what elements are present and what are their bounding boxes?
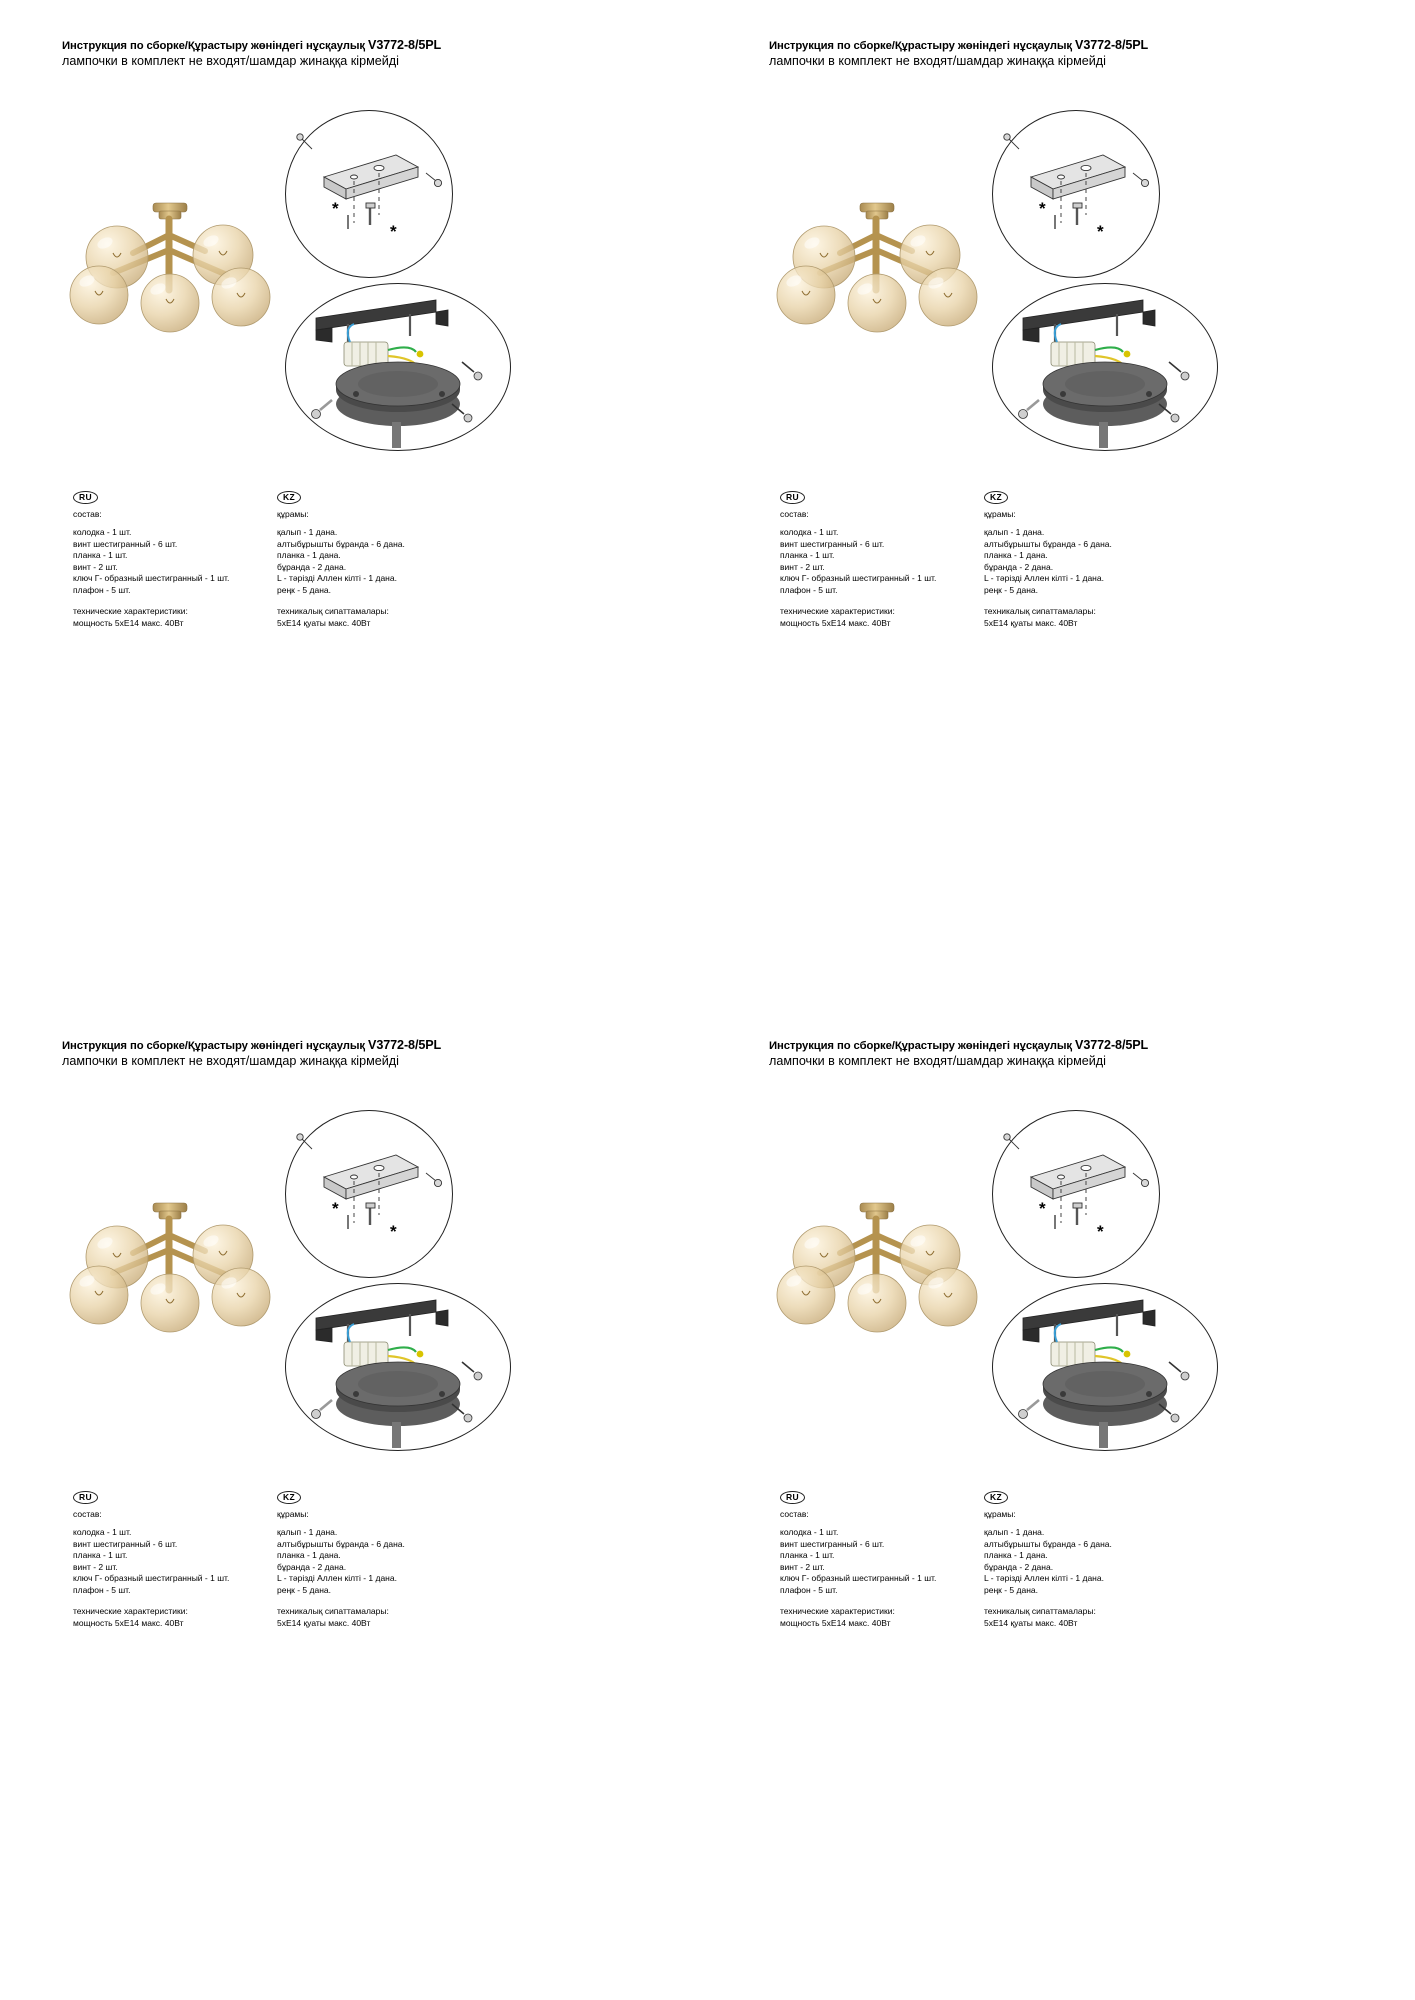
spec-column-kz (277, 1487, 507, 1629)
header-title-line (62, 1038, 482, 1052)
ru-tech-value: мощность 5хЕ14 макс. 40Вт (780, 1617, 891, 1628)
ru-tech-value: мощность 5хЕ14 макс. 40Вт (780, 617, 891, 628)
spec-column-ru (780, 487, 980, 629)
kz-tech-block (277, 1606, 507, 1629)
list-item: планка - 1 дана. (984, 550, 1048, 560)
list-item: планка - 1 шт. (73, 550, 128, 560)
list-item: винт - 2 шт. (780, 561, 825, 572)
figure-bracket (285, 110, 453, 278)
instruction-sheet (0, 1000, 707, 2000)
list-item: колодка - 1 шт. (780, 1527, 839, 1537)
kz-section-label: құрамы: (277, 1509, 309, 1519)
kz-tech-value: 5хЕ14 қуаты макс. 40Вт (277, 617, 371, 628)
ru-parts-list (780, 1527, 980, 1596)
list-item: колодка - 1 шт. (73, 527, 132, 537)
language-badge-kz: KZ (984, 1491, 1008, 1504)
list-item: қалып - 1 дана. (984, 527, 1045, 537)
ru-section-label: состав: (780, 509, 809, 519)
kz-parts-list (277, 527, 507, 596)
sheet-header (769, 38, 1189, 68)
list-item: L - тәрізді Аллен кілті - 1 дана. (984, 573, 1104, 583)
header-title-line (769, 38, 1189, 52)
asterisk-marker: * (1039, 1199, 1046, 1218)
list-item: қалып - 1 дана. (984, 1527, 1045, 1537)
header-subtitle: лампочки в комплект не входят/шамдар жинаққа кірмейді (62, 1054, 399, 1068)
header-title-prefix: Инструкция по сборке/Құрастыру жөніндегі нұсқаулық (769, 1040, 1072, 1052)
ru-tech-block (73, 1606, 273, 1629)
ru-tech-block (73, 606, 273, 629)
kz-section-label: құрамы: (277, 509, 309, 519)
figure-wiring (992, 1283, 1218, 1451)
list-item: қалып - 1 дана. (277, 1527, 338, 1537)
asterisk-marker: * (1039, 199, 1046, 218)
lamp-illustration (762, 1195, 992, 1335)
header-model-code: V3772-8/5PL (1075, 38, 1149, 52)
kz-section-label: құрамы: (984, 1509, 1016, 1519)
ru-tech-block (780, 1606, 980, 1629)
list-item: винт - 2 шт. (73, 561, 118, 572)
kz-parts-list (984, 1527, 1214, 1596)
list-item: бұранда - 2 дана. (277, 1561, 347, 1572)
kz-tech-title: техникалық сипаттамалары: (984, 606, 1096, 616)
list-item: реңк - 5 дана. (984, 1584, 1038, 1595)
list-item: планка - 1 шт. (73, 1550, 128, 1560)
ru-tech-title: технические характеристики: (780, 1606, 895, 1616)
spec-column-ru (73, 487, 273, 629)
sheet-header (769, 1038, 1189, 1068)
spec-column-kz (277, 487, 507, 629)
list-item: бұранда - 2 дана. (984, 561, 1054, 572)
list-item: винт шестигранный - 6 шт. (780, 1538, 885, 1549)
list-item: алтыбұрышты бұранда - 6 дана. (277, 538, 405, 549)
kz-tech-title: техникалық сипаттамалары: (984, 1606, 1096, 1616)
ru-section-label: состав: (780, 1509, 809, 1519)
list-item: қалып - 1 дана. (277, 527, 338, 537)
ru-tech-block (780, 606, 980, 629)
lamp-illustration (55, 1195, 285, 1335)
list-item: плафон - 5 шт. (780, 584, 838, 595)
language-badge-ru: RU (780, 1491, 805, 1504)
header-title-prefix: Инструкция по сборке/Құрастыру жөніндегі нұсқаулық (62, 1040, 365, 1052)
ru-tech-title: технические характеристики: (73, 606, 188, 616)
header-model-code: V3772-8/5PL (1075, 1038, 1149, 1052)
asterisk-marker: * (1097, 222, 1104, 241)
list-item: плафон - 5 шт. (73, 584, 131, 595)
kz-section-label: құрамы: (984, 509, 1016, 519)
list-item: бұранда - 2 дана. (984, 1561, 1054, 1572)
kz-tech-value: 5хЕ14 қуаты макс. 40Вт (984, 1617, 1078, 1628)
ru-tech-title: технические характеристики: (73, 1606, 188, 1616)
list-item: ключ Г- образный шестигранный - 1 шт. (73, 573, 230, 583)
header-model-code: V3772-8/5PL (368, 38, 442, 52)
header-subtitle: лампочки в комплект не входят/шамдар жинаққа кірмейді (769, 1054, 1106, 1068)
list-item: плафон - 5 шт. (780, 1584, 838, 1595)
figure-wiring (285, 1283, 511, 1451)
list-item: планка - 1 шт. (780, 1550, 835, 1560)
list-item: винт - 2 шт. (780, 1561, 825, 1572)
header-title-prefix: Инструкция по сборке/Құрастыру жөніндегі нұсқаулық (62, 40, 365, 52)
kz-tech-title: техникалық сипаттамалары: (277, 1606, 389, 1616)
spec-column-ru (73, 1487, 273, 1629)
language-badge-ru: RU (73, 491, 98, 504)
header-title-line (62, 38, 482, 52)
list-item: планка - 1 дана. (277, 1550, 341, 1560)
kz-tech-block (984, 606, 1214, 629)
asterisk-marker: * (390, 1222, 397, 1241)
header-model-code: V3772-8/5PL (368, 1038, 442, 1052)
figure-bracket (992, 110, 1160, 278)
list-item: планка - 1 дана. (277, 550, 341, 560)
list-item: бұранда - 2 дана. (277, 561, 347, 572)
ru-section-label: состав: (73, 1509, 102, 1519)
list-item: ключ Г- образный шестигранный - 1 шт. (73, 1573, 230, 1583)
ru-tech-title: технические характеристики: (780, 606, 895, 616)
kz-tech-block (277, 606, 507, 629)
list-item: колодка - 1 шт. (780, 527, 839, 537)
list-item: реңк - 5 дана. (277, 584, 331, 595)
list-item: L - тәрізді Аллен кілті - 1 дана. (984, 1573, 1104, 1583)
figure-wiring (992, 283, 1218, 451)
list-item: алтыбұрышты бұранда - 6 дана. (277, 1538, 405, 1549)
language-badge-kz: KZ (984, 491, 1008, 504)
specifications-block (0, 1487, 707, 1647)
list-item: ключ Г- образный шестигранный - 1 шт. (780, 573, 937, 583)
specifications-block (707, 1487, 1414, 1647)
kz-parts-list (984, 527, 1214, 596)
header-subtitle: лампочки в комплект не входят/шамдар жинаққа кірмейді (769, 54, 1106, 68)
kz-tech-value: 5хЕ14 қуаты макс. 40Вт (984, 617, 1078, 628)
ru-parts-list (780, 527, 980, 596)
list-item: винт - 2 шт. (73, 1561, 118, 1572)
list-item: винт шестигранный - 6 шт. (73, 538, 178, 549)
list-item: винт шестигранный - 6 шт. (780, 538, 885, 549)
ru-parts-list (73, 1527, 273, 1596)
list-item: планка - 1 шт. (780, 550, 835, 560)
instruction-sheet (0, 0, 707, 1000)
kz-parts-list (277, 1527, 507, 1596)
language-badge-ru: RU (73, 1491, 98, 1504)
sheet-header (62, 1038, 482, 1068)
kz-tech-title: техникалық сипаттамалары: (277, 606, 389, 616)
header-title-line (769, 1038, 1189, 1052)
list-item: алтыбұрышты бұранда - 6 дана. (984, 1538, 1112, 1549)
figure-bracket (285, 1110, 453, 1278)
lamp-illustration (55, 195, 285, 335)
asterisk-marker: * (390, 222, 397, 241)
language-badge-kz: KZ (277, 1491, 301, 1504)
header-subtitle: лампочки в комплект не входят/шамдар жинаққа кірмейді (62, 54, 399, 68)
list-item: L - тәрізді Аллен кілті - 1 дана. (277, 1573, 397, 1583)
asterisk-marker: * (332, 199, 339, 218)
specifications-block (707, 487, 1414, 647)
header-title-prefix: Инструкция по сборке/Құрастыру жөніндегі нұсқаулық (769, 40, 1072, 52)
ru-tech-value: мощность 5хЕ14 макс. 40Вт (73, 1617, 184, 1628)
list-item: колодка - 1 шт. (73, 1527, 132, 1537)
instruction-sheet (707, 1000, 1414, 2000)
instruction-sheet (707, 0, 1414, 1000)
list-item: реңк - 5 дана. (984, 584, 1038, 595)
list-item: L - тәрізді Аллен кілті - 1 дана. (277, 573, 397, 583)
kz-tech-block (984, 1606, 1214, 1629)
ru-tech-value: мощность 5хЕ14 макс. 40Вт (73, 617, 184, 628)
figure-wiring (285, 283, 511, 451)
list-item: реңк - 5 дана. (277, 1584, 331, 1595)
list-item: винт шестигранный - 6 шт. (73, 1538, 178, 1549)
spec-column-kz (984, 1487, 1214, 1629)
list-item: планка - 1 дана. (984, 1550, 1048, 1560)
spec-column-kz (984, 487, 1214, 629)
asterisk-marker: * (1097, 1222, 1104, 1241)
figure-bracket (992, 1110, 1160, 1278)
kz-tech-value: 5хЕ14 қуаты макс. 40Вт (277, 1617, 371, 1628)
sheet-header (62, 38, 482, 68)
lamp-illustration (762, 195, 992, 335)
language-badge-ru: RU (780, 491, 805, 504)
asterisk-marker: * (332, 1199, 339, 1218)
list-item: алтыбұрышты бұранда - 6 дана. (984, 538, 1112, 549)
specifications-block (0, 487, 707, 647)
ru-parts-list (73, 527, 273, 596)
list-item: плафон - 5 шт. (73, 1584, 131, 1595)
ru-section-label: состав: (73, 509, 102, 519)
spec-column-ru (780, 1487, 980, 1629)
list-item: ключ Г- образный шестигранный - 1 шт. (780, 1573, 937, 1583)
language-badge-kz: KZ (277, 491, 301, 504)
